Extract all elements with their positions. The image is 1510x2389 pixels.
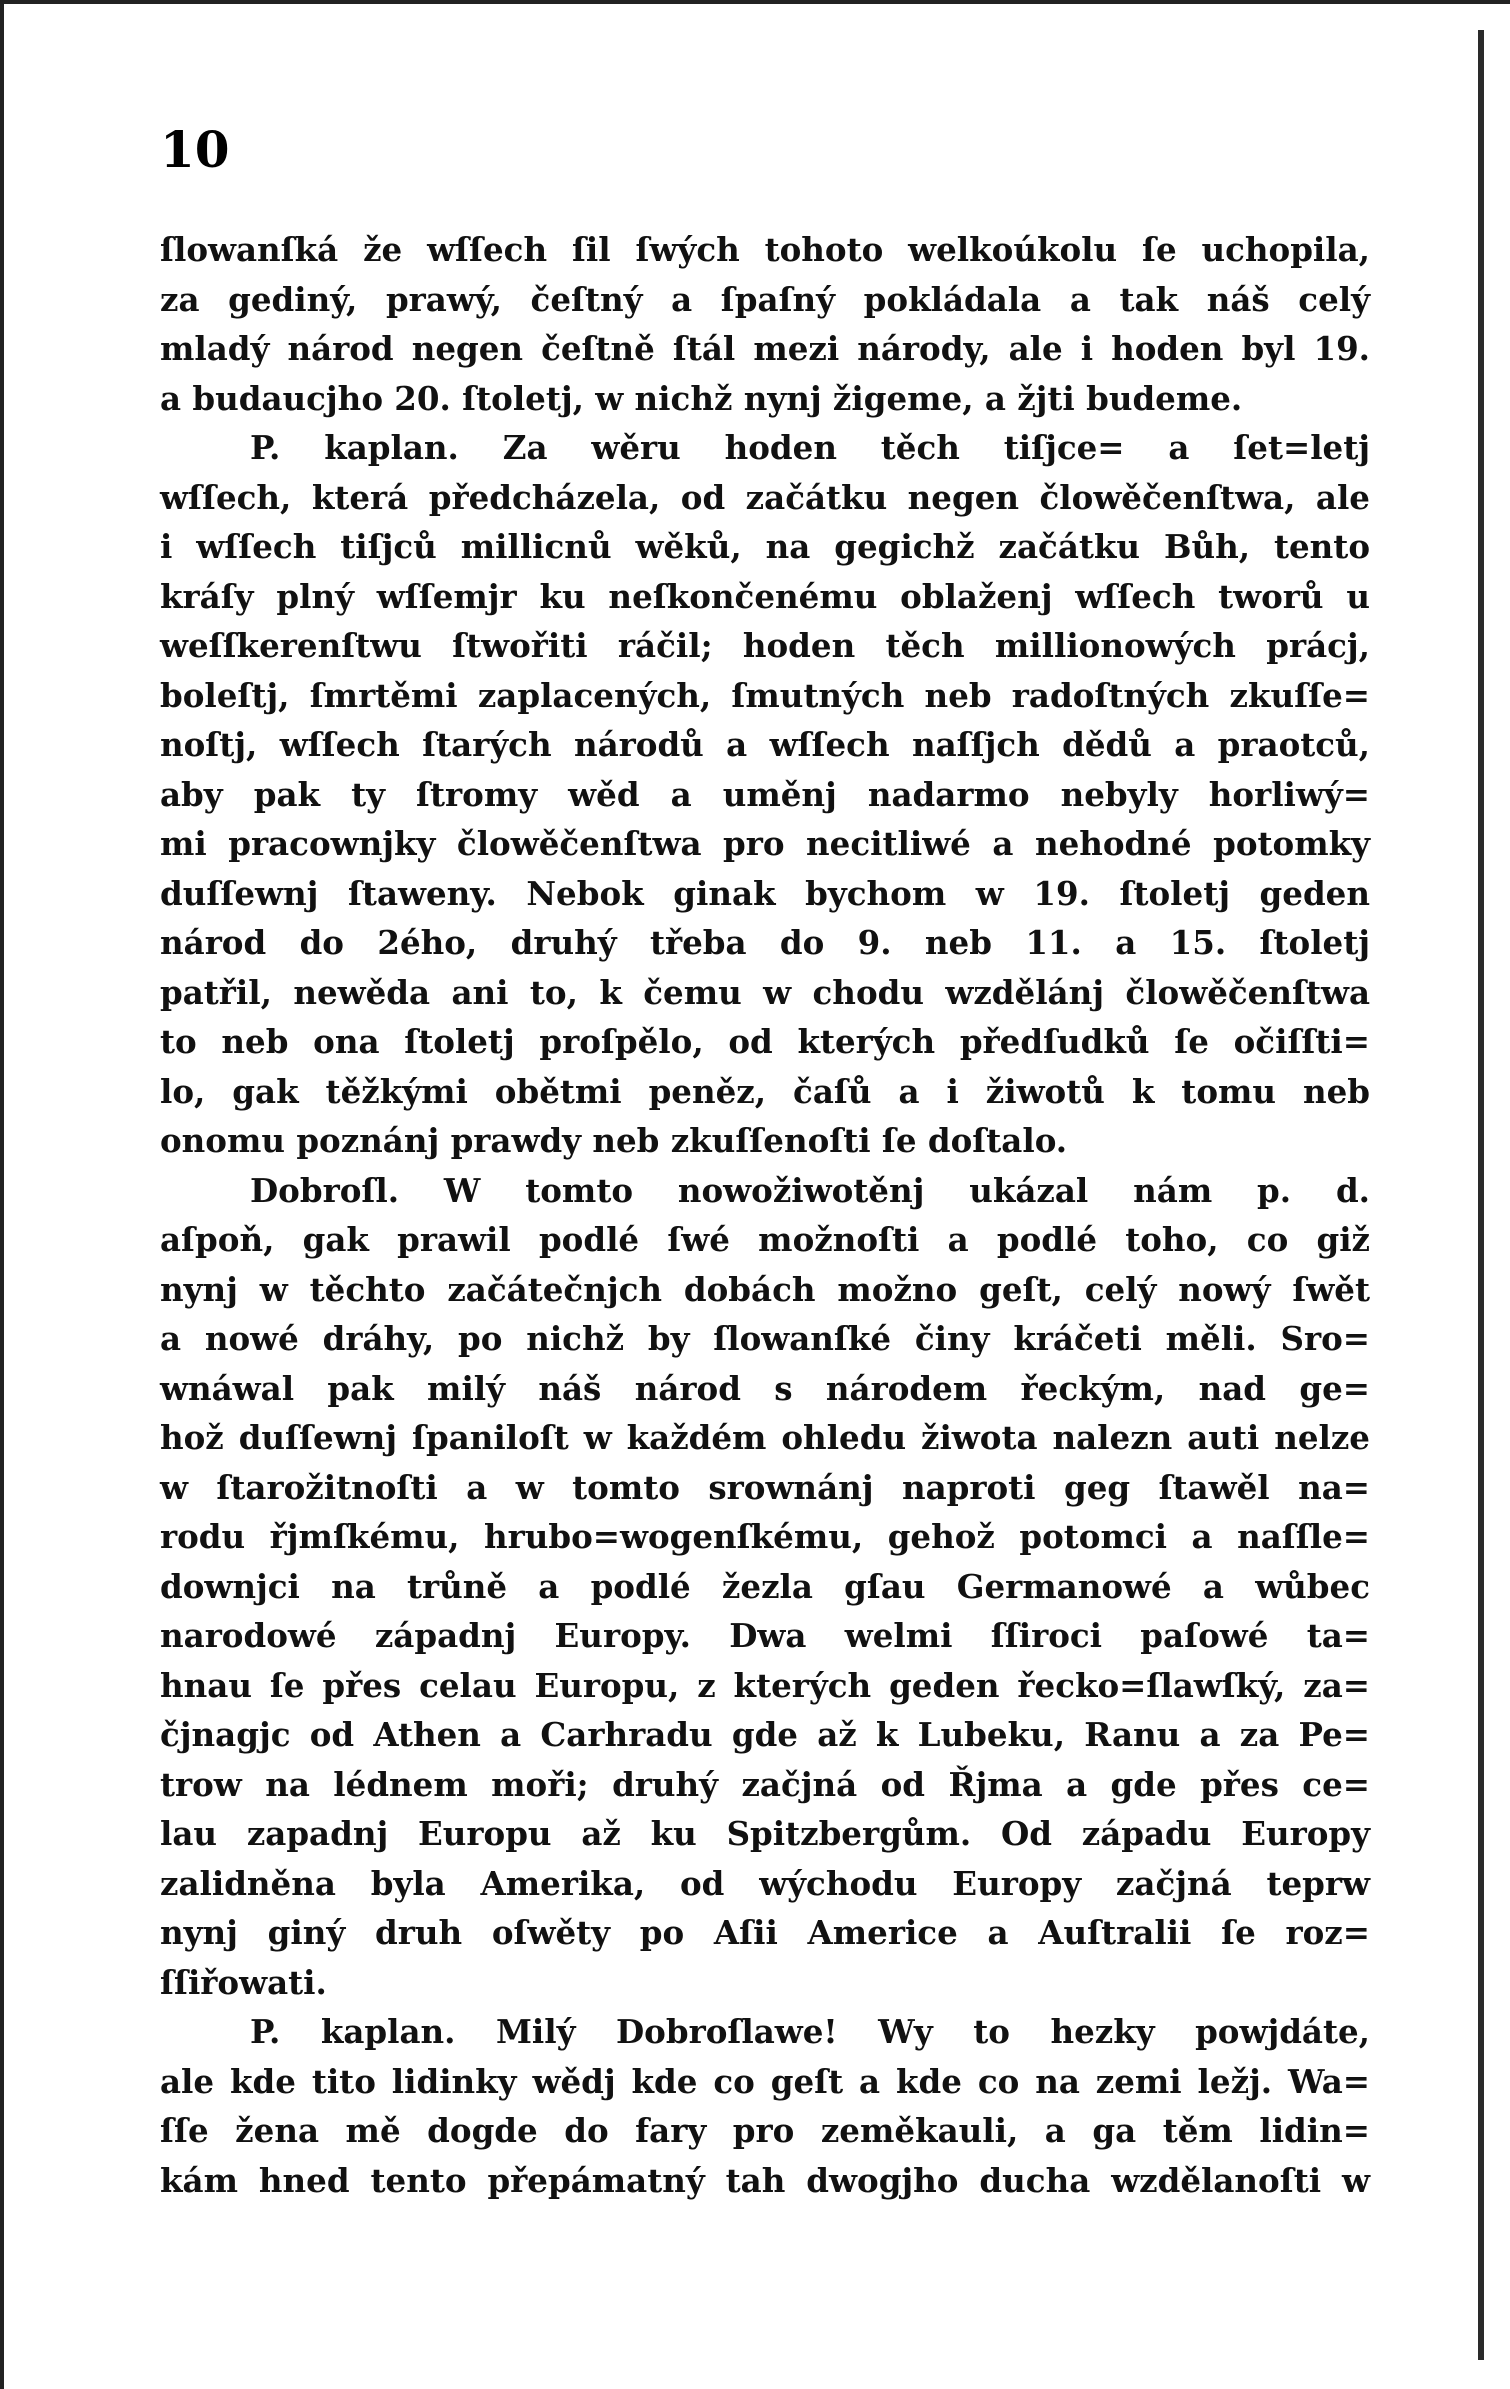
paragraph-2 bbox=[160, 423, 1370, 1166]
text-line: trow na lédnem moři; druhý začjná od Řjma a gde přes ce= bbox=[160, 1764, 1370, 1804]
text-line: P. kaplan. Za wěru hoden těch tiſjce= a ſet=letj bbox=[250, 428, 1370, 467]
page-edge-right bbox=[1478, 30, 1484, 2360]
text-line: za gediný, prawý, čeſtný a ſpaſný pokládala a tak náš celý bbox=[160, 279, 1370, 319]
text-line: hnau ſe přes celau Europu, z kterých geden řecko=ſlawſký, za= bbox=[160, 1665, 1370, 1705]
text-line: a nowé dráhy, po nichž by ſlowanſké činy kráčeti měli. Sro= bbox=[160, 1319, 1370, 1358]
paragraph-4 bbox=[160, 2007, 1370, 2205]
text-line: kám hned tento přepámatný tah dwogjho ducha wzdělanoſti w bbox=[160, 2160, 1370, 2200]
text-line: patřil, newěda ani to, k čemu w chodu wzdělánj člowěčenſtwa bbox=[160, 972, 1370, 1012]
text-line: hož duſſewnj ſpaniloſt w každém ohledu žiwota nalezn auti nelze bbox=[160, 1418, 1370, 1457]
text-line: ſſe žena mě dogde do fary pro zeměkauli, a ga těm lidin= bbox=[160, 2111, 1370, 2150]
page-number: 10 bbox=[160, 120, 230, 179]
page-edge-left bbox=[0, 0, 4, 2389]
text-line: i wſſech tiſjců millicnů wěků, na gegichž začátku Bůh, tento bbox=[160, 527, 1370, 566]
book-page bbox=[160, 115, 1370, 2205]
text-line: rodu řjmſkému, hrubo=wogenſkému, gehož potomci a naſſle= bbox=[160, 1517, 1370, 1556]
text-line: mi pracownjky člowěčenſtwa pro necitliwé a nehodné potomky bbox=[160, 824, 1370, 863]
text-line: weſſkerenſtwu ſtwořiti ráčil; hoden těch millionowých prácj, bbox=[160, 626, 1370, 665]
paragraph-1 bbox=[160, 225, 1370, 423]
text-line: kráſy plný wſſemjr ku neſkončenému oblaženj wſſech tworů u bbox=[160, 576, 1370, 616]
text-line: P. kaplan. Milý Dobroſlawe! Wy to hezky powjdáte, bbox=[250, 2012, 1370, 2051]
text-line: mladý národ negen čeſtně ſtál mezi národy, ale i hoden byl 19. bbox=[160, 329, 1370, 368]
text-line: ſſiřowati. bbox=[160, 1962, 327, 2002]
page-body bbox=[160, 225, 1370, 2205]
text-line: downjci na trůně a podlé žezla gſau Germanowé a wůbec bbox=[160, 1566, 1370, 1606]
text-line: to neb ona ſtoletj proſpělo, od kterých předſudků ſe očiſſti= bbox=[160, 1022, 1370, 1061]
text-line: ale kde tito lidinky wědj kde co geſt a kde co na zemi ležj. Wa= bbox=[160, 2061, 1370, 2101]
text-line: wſſech, která předcházela, od začátku negen člowěčenſtwa, ale bbox=[160, 477, 1370, 517]
text-line: lo, gak těžkými obětmi peněz, čaſů a i žiwotů k tomu neb bbox=[160, 1071, 1370, 1111]
text-line: onomu poznánj prawdy neb zkuſſenoſti ſe doſtalo. bbox=[160, 1121, 1068, 1160]
text-line: aby pak ty ſtromy wěd a uměnj nadarmo nebyly horliwý= bbox=[160, 774, 1370, 814]
text-line: Dobroſl. W tomto nowožiwotěnj ukázal nám p. d. bbox=[250, 1170, 1370, 1210]
text-line: a budaucjho 20. ſtoletj, w nichž nynj žigeme, a žjti budeme. bbox=[160, 378, 1243, 418]
text-line: w ſtarožitnoſti a w tomto srownánj naproti geg ſtawěl na= bbox=[160, 1467, 1370, 1507]
paragraph-3 bbox=[160, 1166, 1370, 2008]
text-line: narodowé západnj Europy. Dwa welmi ſſiroci paſowé ta= bbox=[160, 1616, 1370, 1655]
text-line: zalidněna byla Amerika, od wýchodu Europy začjná teprw bbox=[160, 1863, 1370, 1903]
text-line: aſpoň, gak prawil podlé ſwé možnoſti a podlé toho, co giž bbox=[160, 1220, 1370, 1259]
text-line: boleſtj, ſmrtěmi zaplacených, ſmutných neb radoſtných zkuſſe= bbox=[160, 675, 1370, 715]
text-line: nynj w těchto začátečnjch dobách možno geſt, celý nowý ſwět bbox=[160, 1269, 1370, 1309]
text-line: duſſewnj ſtaweny. Nebok ginak bychom w 19. ſtoletj geden bbox=[160, 873, 1370, 913]
text-line: noſtj, wſſech ſtarých národů a wſſech naſſjch dědů a praotců, bbox=[160, 725, 1370, 764]
text-line: nynj giný druh oſwěty po Aſii Americe a Auſtralii ſe roz= bbox=[160, 1913, 1370, 1952]
text-line: čjnagjc od Athen a Carhradu gde až k Lubeku, Ranu a za Pe= bbox=[160, 1715, 1370, 1754]
text-line: ſlowanſká že wſſech ſil ſwých tohoto welkoúkolu ſe uchopila, bbox=[160, 230, 1370, 269]
text-line: lau zapadnj Europu až ku Spitzbergům. Od západu Europy bbox=[160, 1814, 1370, 1853]
page-edge-top bbox=[0, 0, 1510, 4]
text-line: národ do 2ého, druhý třeba do 9. neb 11. a 15. ſtoletj bbox=[160, 923, 1370, 962]
text-line: wnáwal pak milý náš národ s národem řeckým, nad ge= bbox=[160, 1368, 1370, 1408]
